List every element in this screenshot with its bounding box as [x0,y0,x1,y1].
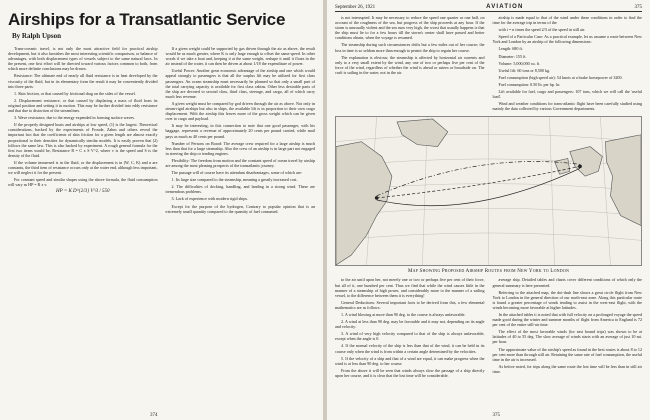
paragraph: If a given weight could be supported by gas driven through the air as above, the result would be as much greater, where K is only large enough to offset the same speed. In other words if we take a boat and, keeping it at the same weight, reshape it until it floats in the air instead of the water, it can then be driven at about 1/18 the expenditure of power. [165,46,315,67]
paragraph: Referring to the attached map, the dot-dash line shows a great circle flight from New York to London in the general direction of our north-east zone. Along this particular route is found a greater percentage of winds tending to assist in the west-east flight, with the winds becoming more favorable at higher latitudes. [492,289,642,310]
paragraph: is not interrupted. It may be necessary to reduce the speed one quarter or one half, on account of the roughness of the sea, but progress of the ship proceeds at any hour. If the storm is unusually violent and the sea runs very high, the worst that usually happens is that the ship must lie to for a few hours till the storm's center shall have passed and better conditions obtain, when the voyage is resumed. [335,15,485,41]
paragraph: average ship. Detailed tables and charts cover different conditions of which only the general summary is here presented. [492,277,642,288]
left-column-1 [8,46,158,216]
paragraph: airship is made equal to that of the wind under these conditions in order to find the time for the average trip in terms of the [492,15,642,26]
header-date: September 26, 1921 [335,5,376,10]
paragraph: If the properly designed boats and airships at low speed, (1) is the largest. Theoretical considerations, backed by the experiments of Froude, Zahm and others reveal the important fact that the coefficients of skin friction for a given length are almost exactly proportional to their densities for dynamically similar models. It is easily proven that (2) follows the same law. This is also backed by experiment. A rough general formula for the first two items would be, Resistance R = C x S V^2, where v is the speed and S is the density of the fluid. [8,122,158,158]
paragraph: with t = n times the speed 2/3 of the speed in still air. [498,27,586,33]
paragraph: If the volume immersed is in the fluid, or the displacement is in (W, C, K) and n are constants, the third item of resistance occurs only at the water end, although less important, we will neglect it for the present. [8,159,158,176]
page-number: 374 [150,413,158,418]
spec-line: Fuel consumption: 0.50 lb. per hp. hr. [498,81,561,87]
spec-line: Useful lift: 60 tons or 8,500 kg. [498,67,551,73]
route-map [335,116,642,266]
left-column-2 [166,46,316,216]
paragraph: 3. Lack of experience with modern rigid ships. [171,196,249,202]
paragraph: Lift available for fuel, cargo and passengers: 107 tons, which we will call the 'useful load'. [492,89,642,100]
paragraph: General Deductions: Several important facts to be derived from this, a few elemental mathematics are as follows: [335,299,485,310]
page-number: 375 [492,413,500,418]
paragraph: 1. A wind blowing at more than 90 deg. to the course is always unfavorable. [341,311,466,317]
spec-line: Fuel consumption (high speed air): 54 knots at a brake horsepower of 3200. [498,74,623,80]
paragraph: 3. A wind of very high velocity compared to that of the ship is always unfavorable, except when the angle is 0. [335,331,485,342]
running-header [335,4,642,12]
paragraph: Speed of a Particular Case: As a practical example, let us assume a route between New York and London by an airship of the following dimensions: [492,34,642,45]
article-title: Airships for a Transatlantic Service [8,10,286,29]
paragraph: Trans-oceanic travel, is not only the most attractive field for practical airship development, but it also furnishes the most interesting scientific comparison, or balance of advantages, with both displacement types of vessels subject to the same natural laws. In the present, one first effort will be directed toward various factors common to both, from which more definite conclusions may be drawn. [8,46,158,72]
paragraph: The effect of the most favorable winds (for east bound trips) was shown to be at latitudes of 40 to 55 deg. The slow average of winds starts with an average of just 10 mi. per hour. [492,329,642,345]
london-marker [578,165,582,169]
spec-line: Diameter: 155 ft. [498,53,527,59]
paragraph: From the above it will be seen that winds always slow the passage of a ship directly upon her course, and it is clear that the lost time will be considerable. [335,367,485,378]
paragraph: In the attached tables it is noted that with full velocity on a prolonged voyage the speed made good during the winter and summer months of flight from America to England is 72 per cent of the entire still-air time. [492,311,642,328]
paragraph: Wind and weather conditions for trans-atlantic flight have been carefully studied using mainly the data collected by various Government departments. [492,101,642,112]
spec-line: Length: 680 ft. [498,46,523,52]
paragraph: Flexibility: The freedom from motion and the constant speed of ocean travel by airship are among the most pleasing prospects of the transatlantic journey. [165,157,315,168]
new-york-marker [375,197,379,201]
route-map-figure [335,116,642,274]
paragraph: 2. Displacement resistance, or that caused by displacing a mass of fluid from its original position and setting it in motion. This may be further divided into eddy resistance and that due to distortion of the streamlines. [8,97,158,114]
right-top-columns [335,15,642,113]
right-bottom-columns [335,277,642,380]
paragraph: A given weight must be compared by god driven through the air as above. Not only in steam-rigid airships but also in ships, the available lift is in proportion to their own cargo displacement. With the airship this leaves more of the gross weight which can be given over to cargo and payload. [165,100,315,122]
spec-line: Volume: 5,000,000 cu. ft. [498,60,541,66]
paragraph: 1. Its large size compared to the steamship, meaning a greatly increased cost. [171,177,298,183]
paragraph: As before noted, for trips along the same route the lost time will be less than in still air time. [492,363,642,374]
right-bottom-column-1 [335,277,485,380]
paragraph: For constant speed and similar shapes using the above formula, the fluid consumption will vary as HP = R x v. [8,177,158,188]
left-page [0,0,323,420]
paragraph: 2. A wind at less than 90 deg. may be favorable and it may not, depending on its angle and velocity. [335,319,485,330]
paragraph: 5. If the velocity of a ship and that of a wind are equal, it can make progress when the wind is at less than 90 deg. to her course. [335,355,485,366]
paragraph: It may be interesting, in this connection to note that one good passenger, with his baggage, represents a revenue of approximately 20 cents per pound carried, while mail pays as much as 40 cents per pound. [165,123,315,139]
right-top-column-2 [493,15,643,113]
paragraph: Except for the purpose of the hydrogen, Contrary to popular opinion that is an extremely small quantity compared to the quantity of fuel consumed. [165,203,315,214]
paragraph: The explanation is obvious; the steamship is affected by horizontal air currents and only to a very small extent by the wind, any one of two or perhaps five per cent of the force of the wind, regardless of whether the wind is ahead or astern or broadside on. The craft is sailing in the water, not in the air. [335,54,485,75]
paragraph: The steamship during such circumstances drifts but a few miles out of her course; the loss in time is so seldom more than enough to permit the ship to regain her course. [335,42,485,53]
paragraph: 4. If the normal velocity of the ship is less than that of the wind, it can be held in its course only when the wind is from within a certain angle determined by the velocities. [335,343,485,354]
header-magazine: AVIATION [486,4,524,10]
right-top-column-1 [335,15,485,113]
paragraph: The approximate value of the airship's speed as found in the best routes is about 8 to 12 per cent more than through still air. Retaining the same rate of fuel consumption, the useful time in the air is increased. [492,346,642,362]
header-page-number: 375 [634,5,642,10]
article-byline: By Ralph Upson [12,32,62,40]
paragraph: The passage will of course have its attendant disadvantages, some of which are: [171,170,303,176]
left-page-columns [8,46,315,216]
map-caption: Map Showing Proposed Airship Routes from New York to London [407,269,570,275]
right-bottom-column-2 [493,277,643,380]
paragraph: Resistance: The ultimate end of nearly all fluid resistance is in heat developed by the viscosity of the fluid, but in its elementary form the result it may be conveniently divided into three parts: [8,73,158,89]
right-page [327,0,650,420]
power-formula: HP = K D^{2/3} V^3 / 550 [56,189,110,195]
route-map-drawing [336,117,641,265]
paragraph: to the air until upon her, not merely one or two or perhaps five per cent of their force, but all of it, one hundred per cent. Thus we find that while the wind causes little in the manner of a steamship of high power, and considerably more to the manner of a sailing vessel, to the difference between them it is everything! [335,277,485,298]
paragraph: Number of Persons on Board: The average crew required for a large airship is much less than that for a large steamship. Also the crew of an airship is in large part not engaged in steering the ship or tending engines. [165,140,315,156]
paragraph: 3. Wave resistance, due to the energy expended in forming surface waves. [14,115,135,121]
paragraph: 2. The difficulties of docking, handling, and landing in a strong wind. These are tremendous problems. [165,184,315,195]
paragraph: 1. Skin friction, or that caused by frictional drag on the sides of the vessel. [14,90,136,96]
paragraph: Useful Power: Another great economic advantage of the airship and one which would appeal strongly to passengers is that all the surplus lift may be utilized for first class passengers. An ocean steamship must necessarily be planned so that only a small part of the total carrying capacity is available for first class cabins. Other less desirable parts of the ship are devoted to second class, third class, steerage, and cargo, all of which carry much less revenue. [165,68,315,99]
